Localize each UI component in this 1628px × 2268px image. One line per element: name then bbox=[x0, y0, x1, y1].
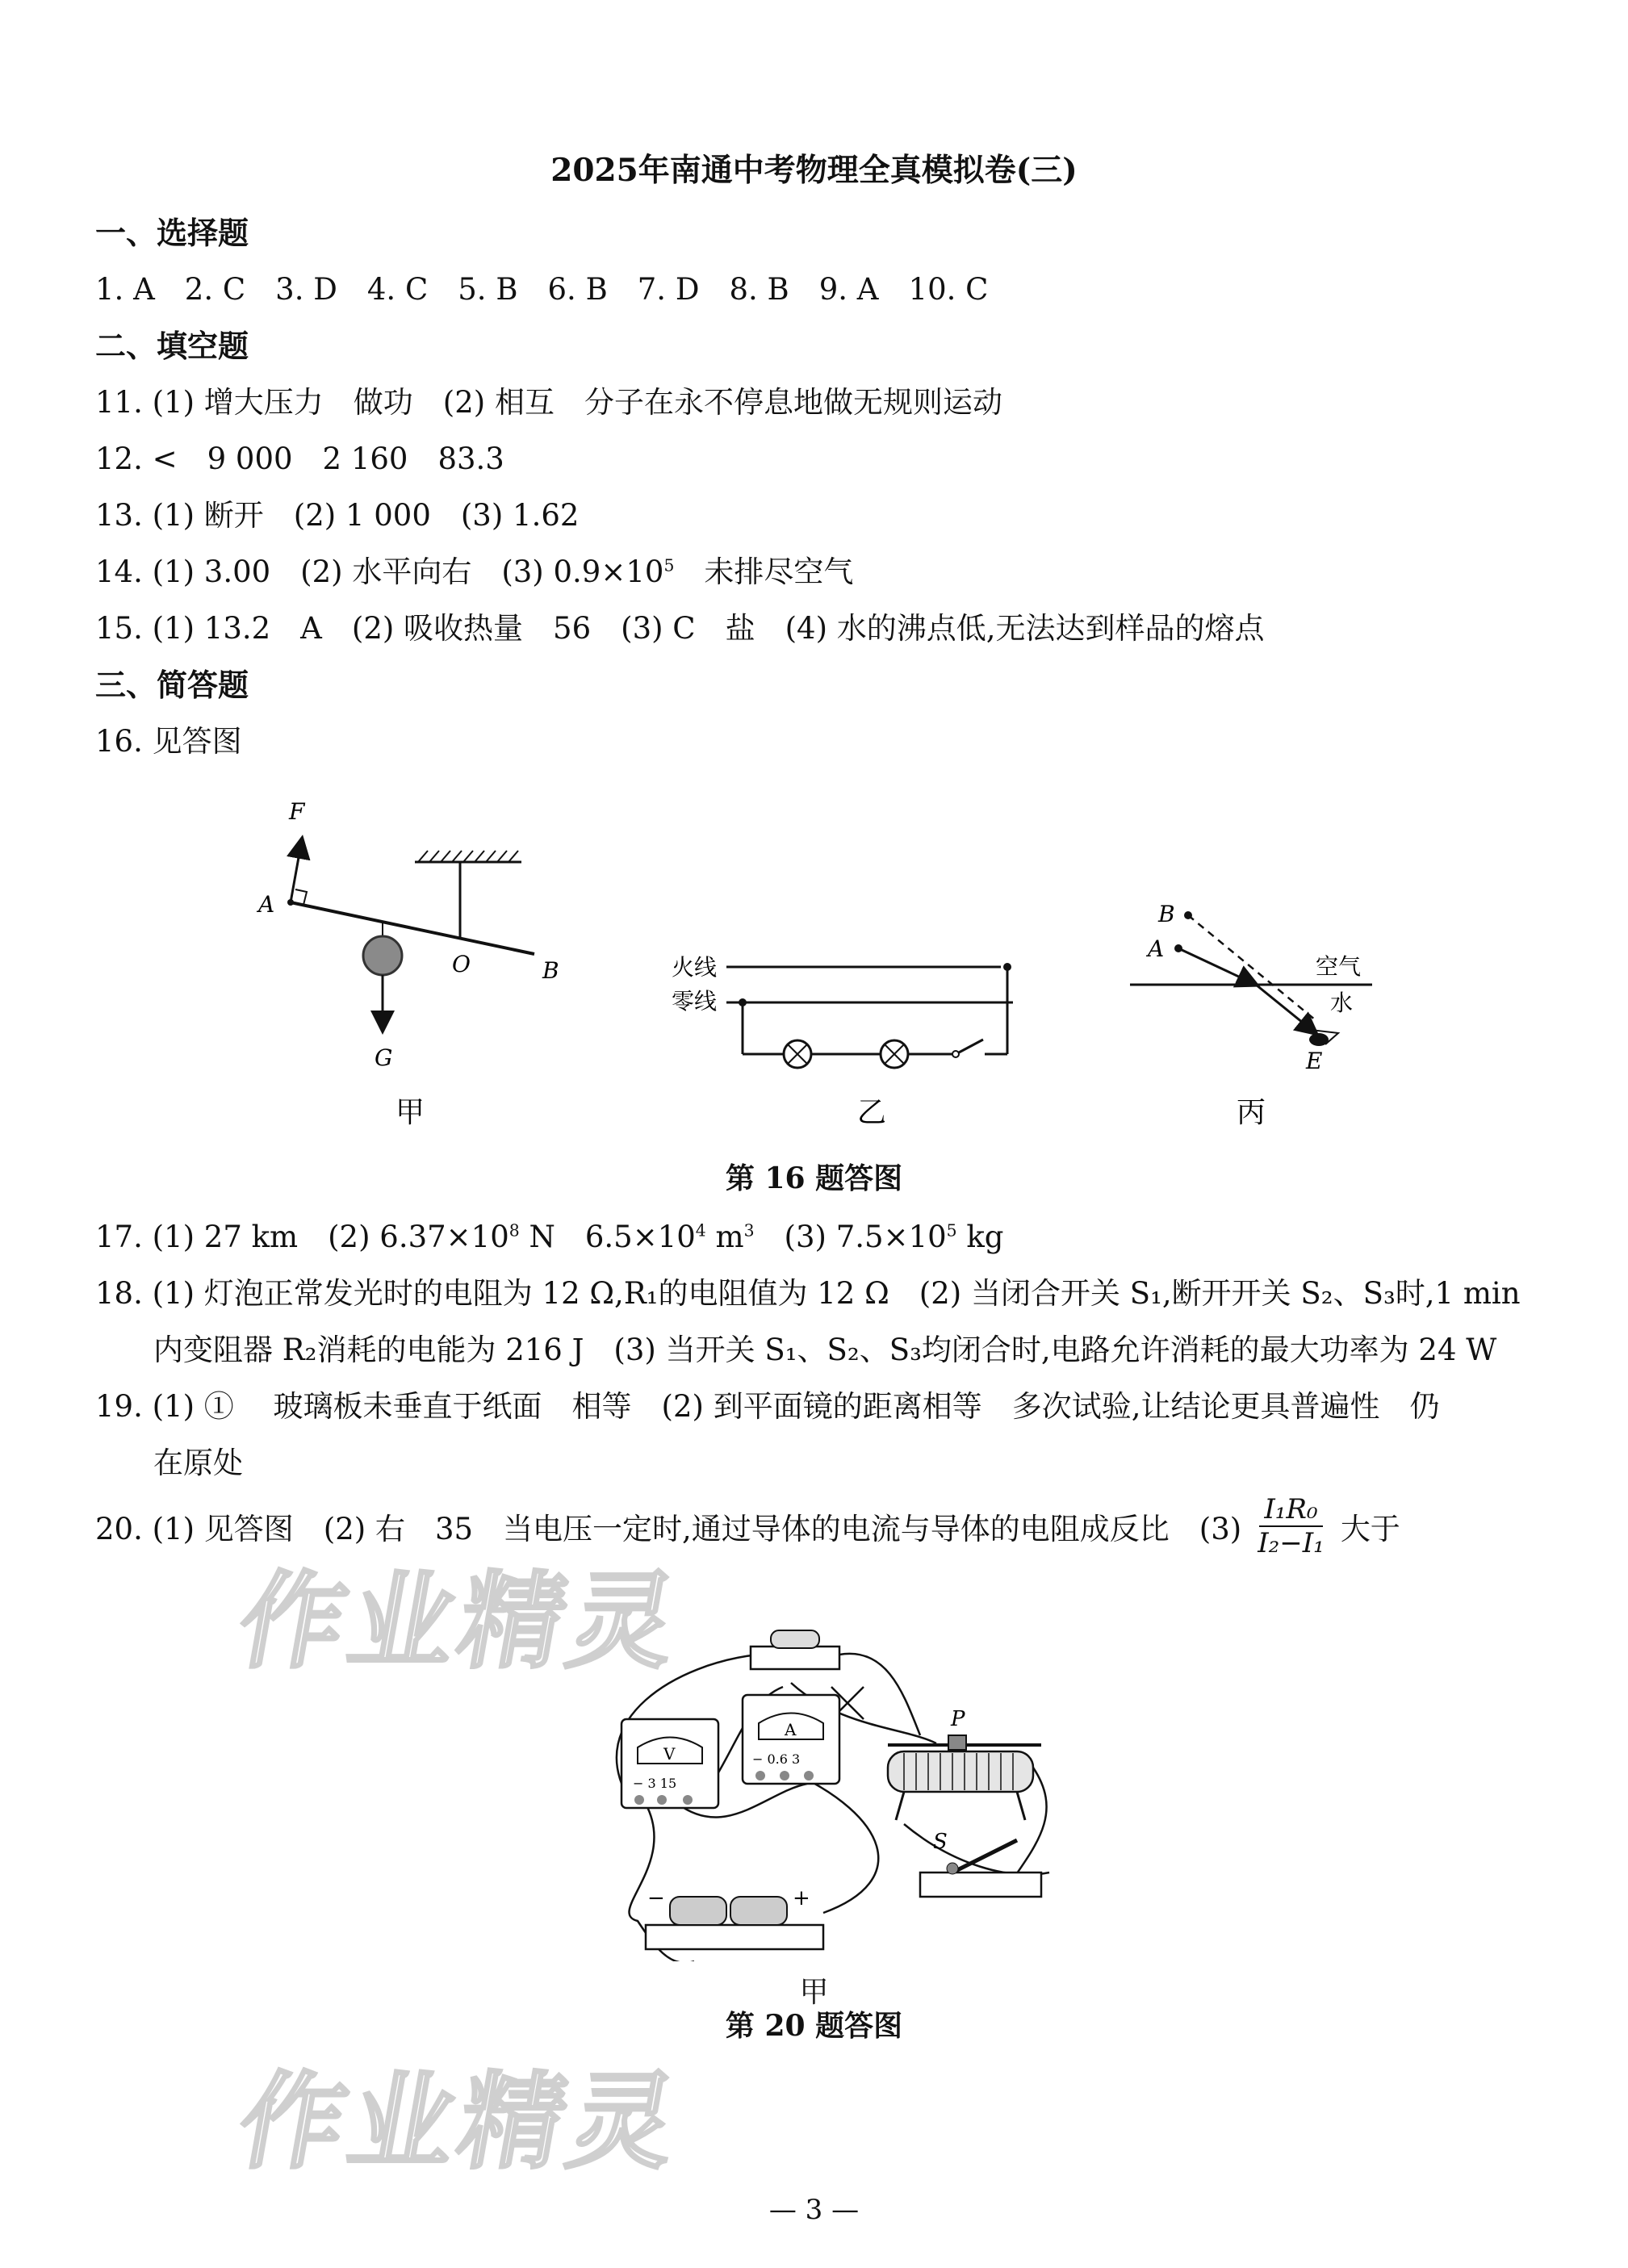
fraction-resistance: $\frac{\text{I₁R₀}}{\text{I₂−I₁}}$ bbox=[1258, 1493, 1325, 1559]
answer-q18-line1: 18. (1) 灯泡正常发光时的电阻为 12 Ω,R₁的电阻值为 12 Ω (2) 当闭合开关 S₁,断开开关 S₂、S₃时,1 min bbox=[95, 1276, 1521, 1311]
svg-text:A: A bbox=[785, 1720, 797, 1739]
label-minus: − bbox=[647, 1886, 665, 1910]
label-S: S bbox=[933, 1830, 948, 1854]
answer-q19-line1: 19. (1) ① 玻璃板未垂直于纸面 相等 (2) 到平面镜的距离相等 多次试验,让结论更具普遍性 仍 bbox=[95, 1389, 1440, 1424]
ammeter bbox=[743, 1695, 839, 1784]
answer-q14: 14. (1) 3.00 (2) 水平向右 (3) $0.9\times 10^5$ 未排尽空气 bbox=[95, 554, 854, 589]
label-B: B bbox=[542, 957, 559, 984]
section-heading-short: 三、简答题 bbox=[95, 667, 249, 703]
svg-text:V: V bbox=[663, 1744, 676, 1764]
figure-16-lever bbox=[256, 798, 559, 1129]
resistor bbox=[751, 1630, 839, 1669]
watermark-lower: 作业精灵 bbox=[229, 2061, 691, 2183]
label-F: F bbox=[289, 798, 305, 825]
figure-16 bbox=[226, 791, 1396, 1146]
figure-16-household-circuit bbox=[672, 954, 1013, 1129]
label-E: E bbox=[1306, 1048, 1323, 1074]
answer-q15: 15. (1) 13.2 A (2) 吸收热量 56 (3) C 盐 (4) 水的沸点低,无法达到样品的熔点 bbox=[95, 611, 1265, 646]
answer-q17: 17. (1) 27 km (2) $6.37\times 10^8$ N $6.5\times 10^4$ $m^3$ (3) $7.5\times 10^5$ kg bbox=[95, 1220, 1004, 1254]
label-A: A bbox=[258, 891, 275, 918]
watermark: 作业精灵 bbox=[229, 1560, 691, 1683]
answer-q19-line2: 在原处 bbox=[153, 1446, 243, 1480]
svg-text:− 3 15: − 3 15 bbox=[633, 1776, 677, 1791]
figure-20-caption: 第 20 题答图 bbox=[725, 2009, 903, 2043]
answer-q20: 20. (1) 见答图 (2) 右 35 当电压一定时,通过导体的电流与导体的电阻成反比 (3) $\frac{\text{I₁R₀}}{\text{I₂−I₁}}$ 大于 bbox=[95, 1493, 1400, 1559]
figure-16-label-bing: 丙 bbox=[1237, 1096, 1266, 1129]
label-A-point: A bbox=[1148, 935, 1165, 962]
page-number: — 3 — bbox=[768, 2194, 860, 2226]
label-water: 水 bbox=[1330, 990, 1354, 1016]
voltmeter bbox=[621, 1719, 718, 1808]
figure-16-label-yi: 乙 bbox=[857, 1096, 887, 1129]
label-air: 空气 bbox=[1316, 953, 1362, 980]
answer-q13: 13. (1) 断开 (2) 1 000 (3) 1.62 bbox=[95, 498, 580, 533]
section-heading-choice: 一、选择题 bbox=[95, 216, 249, 251]
rheostat bbox=[888, 1707, 1041, 1820]
figure-20 bbox=[581, 1606, 1065, 1961]
answer-q11: 11. (1) 增大压力 做功 (2) 相互 分子在永不停息地做无规则运动 bbox=[95, 385, 1002, 420]
label-neutral-wire: 零线 bbox=[672, 988, 718, 1015]
answer-q12: 12. < 9 000 2 160 83.3 bbox=[95, 441, 504, 476]
section-heading-fill: 二、填空题 bbox=[95, 328, 249, 364]
label-live-wire: 火线 bbox=[672, 954, 718, 981]
figure-16-label-jia: 甲 bbox=[395, 1096, 425, 1129]
label-O: O bbox=[452, 951, 471, 977]
battery bbox=[646, 1886, 823, 1949]
svg-text:− 0.6 3: − 0.6 3 bbox=[752, 1751, 801, 1767]
label-P: P bbox=[951, 1707, 965, 1731]
label-plus: + bbox=[793, 1886, 810, 1910]
figure-16-refraction bbox=[1130, 901, 1372, 1129]
answer-q1-10: 1. A 2. C 3. D 4. C 5. B 6. B 7. D 8. B 9. A 10. C bbox=[95, 272, 989, 307]
figure-20-label-jia: 甲 bbox=[799, 1976, 829, 2009]
label-B-point: B bbox=[1158, 901, 1175, 927]
page-title: 2025年南通中考物理全真模拟卷(三) bbox=[550, 152, 1078, 189]
answer-q18-line2: 内变阻器 R₂消耗的电能为 216 J (3) 当开关 S₁、S₂、S₃均闭合时,电路允许消耗的最大功率为 24 W bbox=[153, 1333, 1497, 1367]
answer-q16: 16. 见答图 bbox=[95, 724, 242, 759]
label-G: G bbox=[375, 1044, 393, 1071]
figure-16-caption: 第 16 题答图 bbox=[725, 1161, 903, 1195]
